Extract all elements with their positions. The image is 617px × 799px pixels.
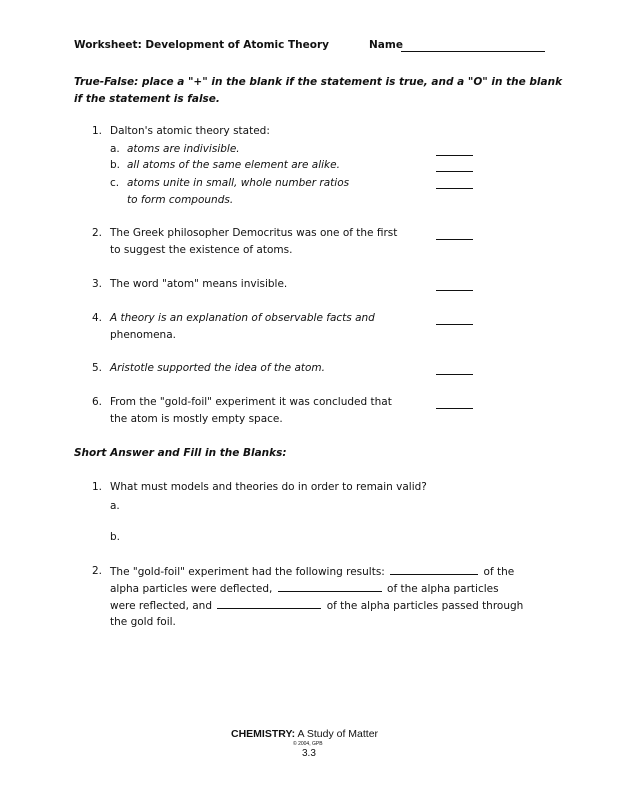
tf-q4-line1: A theory is an explanation of observable facts and bbox=[110, 312, 375, 324]
true-false-instructions-line2: if the statement is false. bbox=[74, 93, 220, 105]
sa-q1-text: What must models and theories do in order to remain valid? bbox=[110, 481, 427, 493]
tf-q1c-label: c. bbox=[110, 177, 120, 189]
tf-q1c-blank[interactable] bbox=[436, 188, 473, 189]
footer-title bbox=[231, 728, 378, 740]
tf-q1-number: 1. bbox=[92, 125, 103, 137]
sa-q2-line2-end: of the alpha particles bbox=[387, 583, 499, 595]
page-number: 3.3 bbox=[302, 748, 316, 759]
sa-q2-line1 bbox=[110, 565, 514, 578]
tf-q2-line1: The Greek philosopher Democritus was one of the first bbox=[110, 227, 398, 239]
tf-q5-number: 5. bbox=[92, 362, 103, 374]
tf-q1a-blank[interactable] bbox=[436, 155, 473, 156]
tf-q1b-text: all atoms of the same element are alike. bbox=[127, 159, 340, 171]
tf-q4-blank[interactable] bbox=[436, 324, 473, 325]
sa-q2-line2 bbox=[110, 582, 499, 595]
tf-q2-blank[interactable] bbox=[436, 239, 473, 240]
sa-q2-line3-start: were reflected, and bbox=[110, 600, 212, 612]
footer-copyright: © 2004, GPB bbox=[293, 741, 323, 747]
sa-q2-blank-passed[interactable] bbox=[217, 599, 321, 609]
tf-q1b-blank[interactable] bbox=[436, 171, 473, 172]
sa-q2-blank-reflected[interactable] bbox=[278, 582, 382, 592]
tf-q2-number: 2. bbox=[92, 227, 103, 239]
worksheet-title: Worksheet: Development of Atomic Theory bbox=[74, 39, 329, 51]
sa-q1-number: 1. bbox=[92, 481, 103, 493]
name-label: Name bbox=[369, 39, 403, 51]
tf-q6-blank[interactable] bbox=[436, 408, 473, 409]
tf-q1b-label: b. bbox=[110, 159, 121, 171]
short-answer-heading: Short Answer and Fill in the Blanks: bbox=[74, 447, 287, 459]
footer-brand: CHEMISTRY: bbox=[231, 728, 296, 740]
sa-q2-line3-end: of the alpha particles passed through bbox=[326, 600, 524, 612]
tf-q1a-label: a. bbox=[110, 143, 120, 155]
tf-q6-line2: the atom is mostly empty space. bbox=[110, 413, 283, 425]
tf-q5-blank[interactable] bbox=[436, 374, 473, 375]
sa-q2-line1-start: The "gold-foil" experiment had the following results: bbox=[110, 566, 385, 578]
tf-q1-text: Dalton's atomic theory stated: bbox=[110, 125, 270, 137]
tf-q6-line1: From the "gold-foil" experiment it was concluded that bbox=[110, 396, 392, 408]
sa-q2-line1-end: of the bbox=[483, 566, 515, 578]
sa-q2-line4: the gold foil. bbox=[110, 616, 176, 628]
sa-q1b-label: b. bbox=[110, 531, 121, 543]
true-false-instructions-line1: True-False: place a "+" in the blank if the statement is true, and a "O" in the blank bbox=[74, 76, 563, 88]
tf-q4-line2: phenomena. bbox=[110, 329, 176, 341]
name-blank[interactable] bbox=[401, 51, 545, 52]
sa-q1a-label: a. bbox=[110, 500, 120, 512]
tf-q3-text: The word "atom" means invisible. bbox=[110, 278, 288, 290]
tf-q5-text: Aristotle supported the idea of the atom. bbox=[110, 362, 325, 374]
tf-q2-line2: to suggest the existence of atoms. bbox=[110, 244, 293, 256]
tf-q3-number: 3. bbox=[92, 278, 103, 290]
tf-q1c-text-line1: atoms unite in small, whole number ratios bbox=[127, 177, 350, 189]
tf-q1c-text-line2: to form compounds. bbox=[127, 194, 234, 206]
sa-q2-number: 2. bbox=[92, 565, 103, 577]
sa-q2-line2-start: alpha particles were deflected, bbox=[110, 583, 273, 595]
sa-q2-blank-deflected[interactable] bbox=[390, 565, 478, 575]
tf-q6-number: 6. bbox=[92, 396, 103, 408]
footer-subtitle: A Study of Matter bbox=[297, 728, 379, 740]
tf-q4-number: 4. bbox=[92, 312, 103, 324]
tf-q3-blank[interactable] bbox=[436, 290, 473, 291]
sa-q2-line3 bbox=[110, 599, 523, 612]
tf-q1a-text: atoms are indivisible. bbox=[127, 143, 240, 155]
